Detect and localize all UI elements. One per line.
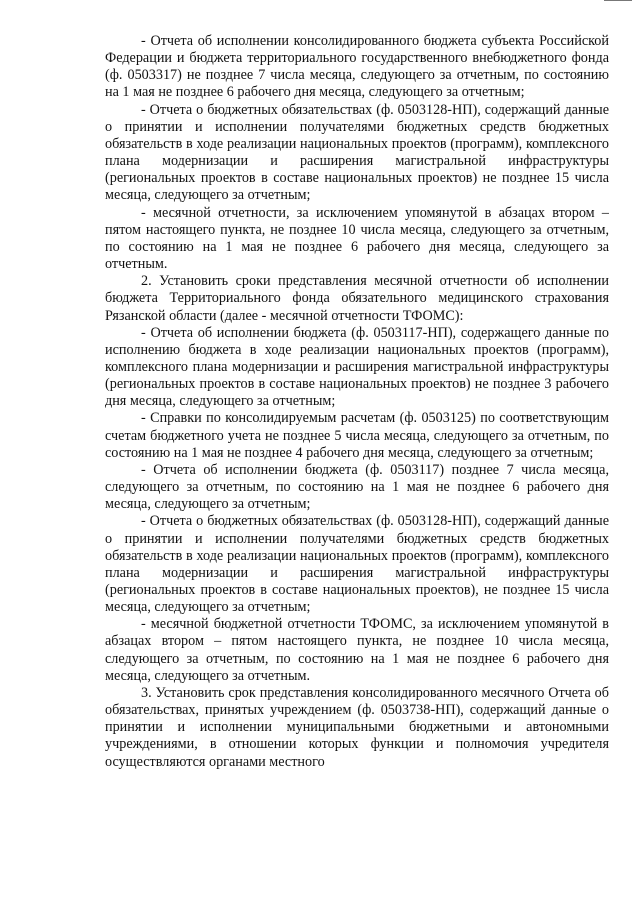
paragraph-report-0503125: - Справки по консолидируемым расчетам (ф. 0503125) по соответствующим счетам бюджетного учета не позднее 5 числа месяца, следующего за отчетным, по состоянию на 1 мая не позднее 4 рабочего дня месяца, следующего за отчетным; [105,410,609,461]
document-page [105,33,609,893]
paragraph-monthly-reporting-tfoms: - месячной бюджетной отчетности ТФОМС, за исключением упомянутой в абзацах втором – пятом настоящего пункта, не позднее 10 числа месяца, следующего за отчетным, по состоянию на 1 мая не позднее 6 рабочего дня месяца, следующего за отчетным. [105,616,609,684]
paragraph-report-0503317: - Отчета об исполнении консолидированного бюджета субъекта Российской Федерации и бюджета территориального государственного внебюджетного фонда (ф. 0503317) не позднее 7 числа месяца, следующего за отчетным, по состоянию на 1 мая не позднее 6 рабочего дня месяца, следующего за отчетным; [105,33,609,101]
paragraph-report-0503128-np-tfoms: - Отчета о бюджетных обязательствах (ф. 0503128-НП), содержащий данные о принятии и исполнении получателями бюджетных средств бюджетных обязательств в ходе реализации национальных проектов (программ), комплексного плана модернизации и расширения магистральной инфраструктуры (региональных проектов в составе национальных проектов), не позднее 15 числа месяца, следующего за отчетным; [105,513,609,616]
paragraph-report-0503117-np: - Отчета об исполнении бюджета (ф. 0503117-НП), содержащего данные по исполнению бюджета в ходе реализации национальных проектов (программ), комплексного плана модернизации и расширения магистральной инфраструктуры (региональных проектов в составе национальных проектов) не позднее 3 рабочего дня месяца, следующего за отчетным; [105,324,609,410]
paragraph-report-0503128-np: - Отчета о бюджетных обязательствах (ф. 0503128-НП), содержащий данные о принятии и исполнении получателями бюджетных средств бюджетных обязательств в ходе реализации национальных проектов (программ), комплексного плана модернизации и расширения магистральной инфраструктуры (региональных проектов в составе национальных проектов) не позднее 15 числа месяца, следующего за отчетным; [105,101,609,204]
paragraph-monthly-reporting: - месячной отчетности, за исключением упомянутой в абзацах втором – пятом настоящего пункта, не позднее 10 числа месяца, следующего за отчетным, по состоянию на 1 мая не позднее 6 рабочего дня месяца, следующего за отчетным. [105,204,609,273]
scan-edge-mark [604,0,632,1]
paragraph-item-3: 3. Установить срок представления консолидированного месячного Отчета об обязательствах, принятых учреждением (ф. 0503738-НП), содержащий данные о принятии и исполнении муниципальными бюджетными и автономными учреждениями, в отношении которых функции и полномочия учредителя осуществляются органами местного [105,684,609,770]
paragraph-item-2: 2. Установить сроки представления месячной отчетности об исполнении бюджета Территориального фонда обязательного медицинского страхования Рязанской области (далее - месячной отчетности ТФОМС): [105,273,609,324]
paragraph-report-0503117: - Отчета об исполнении бюджета (ф. 0503117) позднее 7 числа месяца, следующего за отчетным, по состоянию на 1 мая не позднее 6 рабочего дня месяца, следующего за отчетным; [105,461,609,513]
